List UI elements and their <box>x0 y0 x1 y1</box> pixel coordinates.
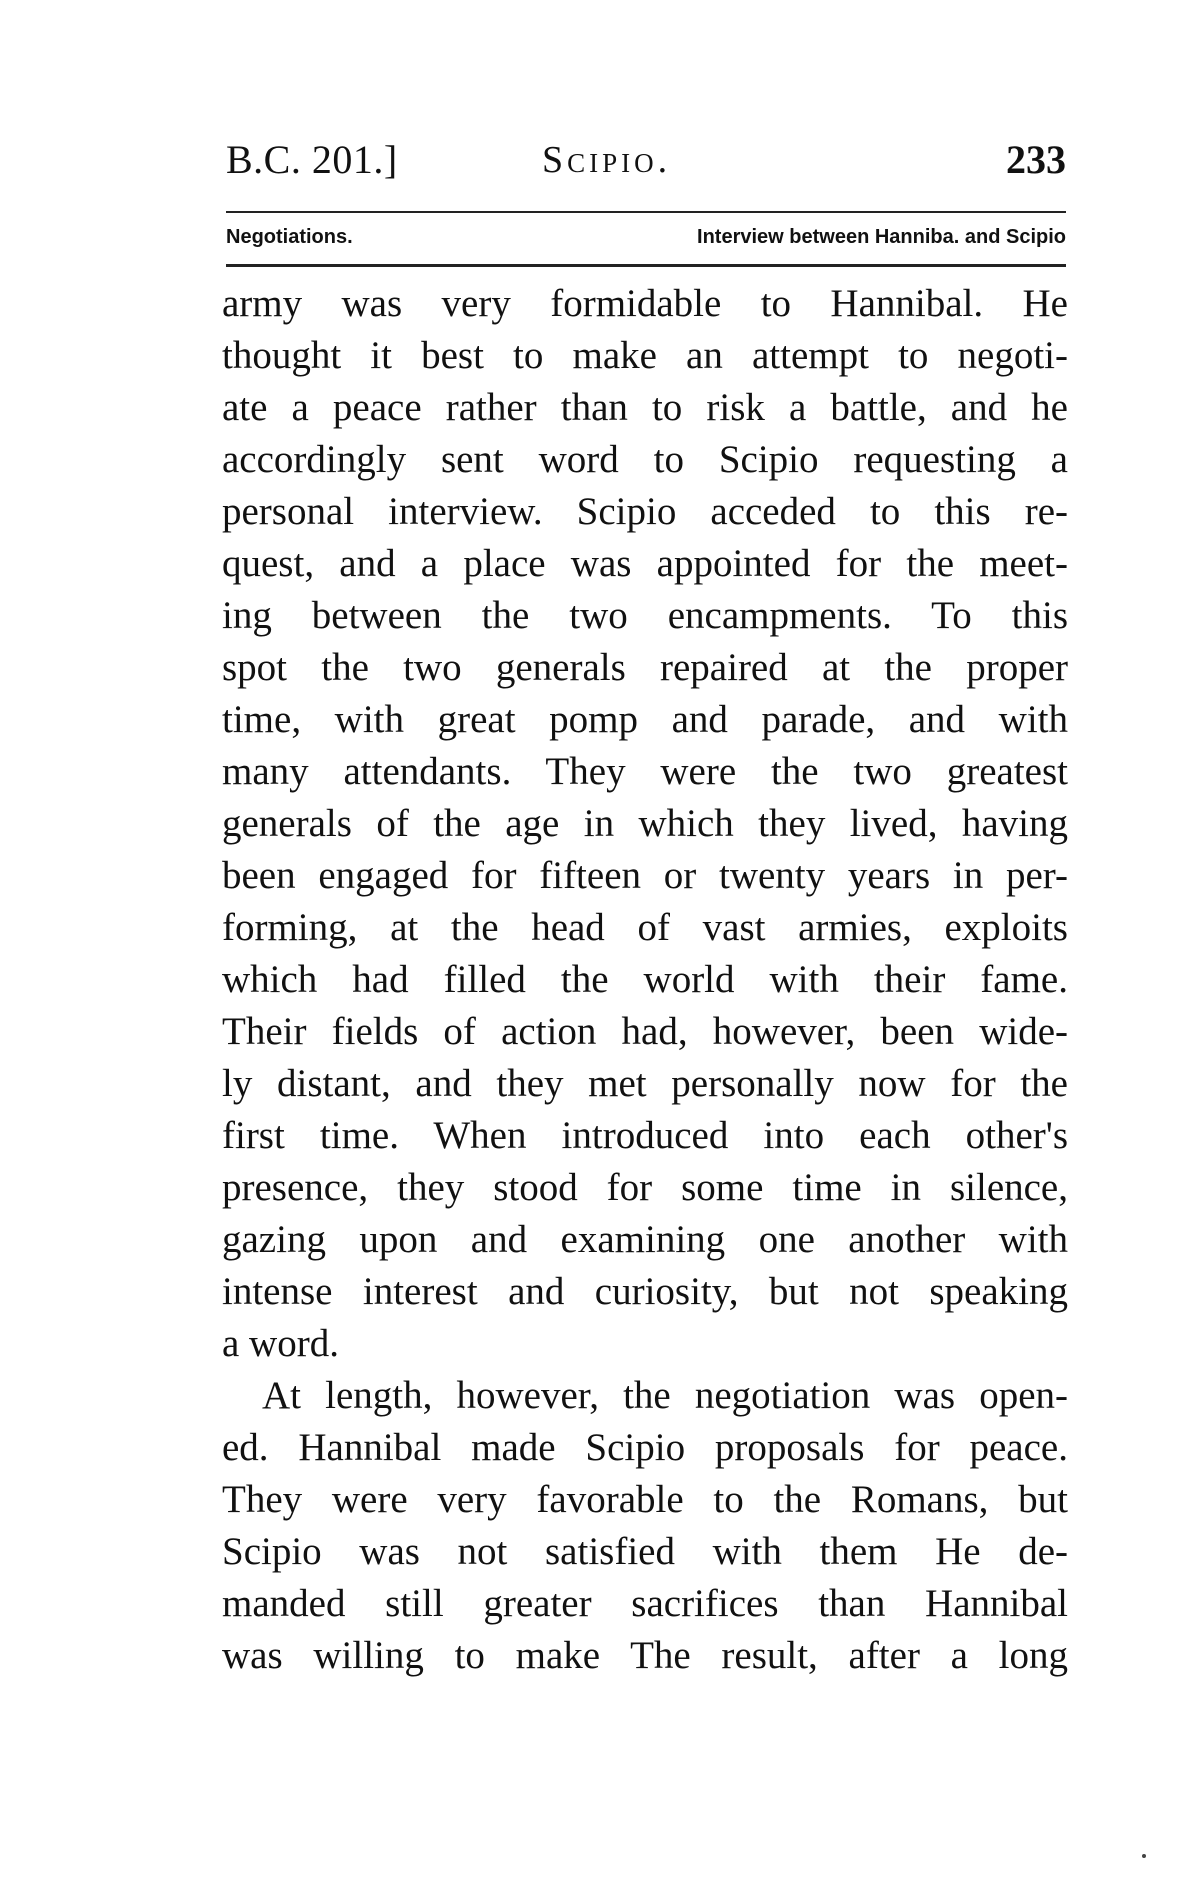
text-line: ly distant, and they met personally now for the <box>222 1062 1068 1105</box>
text-line: accordingly sent word to Scipio requesting a <box>222 438 1068 481</box>
text-line: many attendants. They were the two greatest <box>222 750 1068 793</box>
text-line: intense interest and curiosity, but not speaking <box>222 1270 1068 1313</box>
text-line: Their fields of action had, however, been wide- <box>222 1010 1068 1053</box>
text-line: gazing upon and examining one another with <box>222 1218 1068 1261</box>
text-line: At length, however, the negotiation was open- <box>262 1374 1068 1417</box>
header-rule-bottom <box>226 264 1066 267</box>
text-line: personal interview. Scipio acceded to this re- <box>222 490 1068 533</box>
text-line: ed. Hannibal made Scipio proposals for peace. <box>222 1426 1068 1469</box>
text-line: manded still greater sacrifices than Hannibal <box>222 1582 1068 1625</box>
text-line: ing between the two encampments. To this <box>222 594 1068 637</box>
text-line: generals of the age in which they lived, having <box>222 802 1068 845</box>
text-line: a word. <box>222 1322 339 1365</box>
text-line: They were very favorable to the Romans, but <box>222 1478 1068 1521</box>
running-head <box>226 136 1066 192</box>
text-line: first time. When introduced into each other's <box>222 1114 1068 1157</box>
text-line: thought it best to make an attempt to negoti- <box>222 334 1068 377</box>
text-line: which had filled the world with their fame. <box>222 958 1068 1001</box>
text-line: spot the two generals repaired at the proper <box>222 646 1068 689</box>
running-head-date: B.C. 201.] <box>226 137 398 182</box>
text-line: presence, they stood for some time in silence, <box>222 1166 1068 1209</box>
paragraph-2 <box>222 1370 1068 1682</box>
text-line: quest, and a place was appointed for the meet- <box>222 542 1068 585</box>
text-line: Scipio was not satisfied with them He de- <box>222 1530 1068 1573</box>
text-line: was willing to make The result, after a long <box>222 1634 1068 1677</box>
sidenote-right: Interview between Hanniba. and Scipio <box>697 226 1066 248</box>
text-line: been engaged for fifteen or twenty years in per- <box>222 854 1068 897</box>
text-line: forming, at the head of vast armies, exploits <box>222 906 1068 949</box>
running-head-title: Scipio. <box>542 139 672 181</box>
header-rule-top <box>226 211 1066 213</box>
text-line: ate a peace rather than to risk a battle, and he <box>222 386 1068 429</box>
paragraph-1 <box>222 278 1068 1370</box>
scan-speck <box>1142 1854 1146 1858</box>
sidenote-bar <box>226 222 1066 258</box>
text-line: time, with great pomp and parade, and with <box>222 698 1068 741</box>
text-line: army was very formidable to Hannibal. He <box>222 282 1068 325</box>
body-text <box>222 278 1068 1682</box>
page-number: 233 <box>1006 137 1066 182</box>
sidenote-left: Negotiations. <box>226 226 353 248</box>
